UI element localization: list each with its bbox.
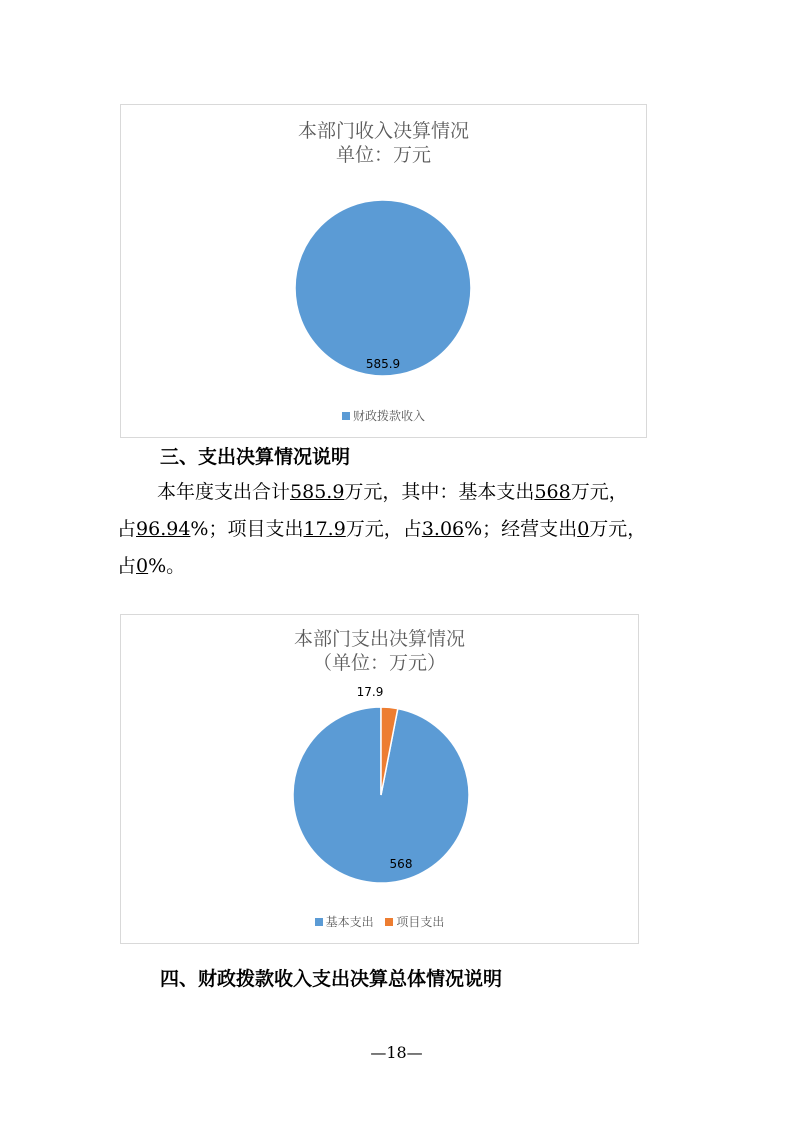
value: 0 xyxy=(577,518,590,540)
legend-item xyxy=(315,913,374,930)
legend-label: 项目支出 xyxy=(396,915,445,929)
legend-swatch xyxy=(315,918,323,926)
paragraph-line xyxy=(117,511,697,548)
legend-item xyxy=(385,913,444,930)
section-heading: 四、财政拨款收入支出决算总体情况说明 xyxy=(160,968,503,990)
chart-subtitle: 单位：万元 xyxy=(335,144,431,166)
value: 17.9 xyxy=(303,518,346,540)
chart-legend xyxy=(121,913,638,930)
data-label-1: 17.9 xyxy=(356,685,384,699)
chart-title: 本部门收入决算情况 xyxy=(297,120,469,142)
expenditure-pie-svg xyxy=(121,615,640,945)
legend-item xyxy=(342,407,425,424)
legend-label: 基本支出 xyxy=(325,915,374,929)
chart-legend xyxy=(121,407,646,424)
text: 占 xyxy=(117,555,137,577)
value: 568 xyxy=(534,481,571,503)
value: 0 xyxy=(136,555,149,577)
text: 万元， xyxy=(589,518,647,540)
data-label-0: 568 xyxy=(389,857,413,871)
value: 3.06 xyxy=(421,518,465,540)
chart-subtitle: （单位：万元） xyxy=(312,652,446,674)
text: 万元，其中：基本支出 xyxy=(344,481,535,503)
pie-slice-0 xyxy=(295,200,471,376)
value: 96.94 xyxy=(136,518,191,540)
paragraph-line xyxy=(117,474,697,511)
text: 万元，占 xyxy=(345,518,422,540)
page-number: —18— xyxy=(370,1043,423,1062)
text: %。 xyxy=(148,555,186,577)
legend-swatch xyxy=(385,918,393,926)
paragraph-line xyxy=(117,548,697,585)
income-chart xyxy=(120,104,647,438)
data-label-0: 585.9 xyxy=(365,357,401,371)
chart-title: 本部门支出决算情况 xyxy=(293,628,465,650)
text: 万元， xyxy=(570,481,628,503)
income-pie-svg xyxy=(121,105,648,439)
text: %；经营支出 xyxy=(464,518,578,540)
text: %；项目支出 xyxy=(190,518,304,540)
value: 585.9 xyxy=(290,481,345,503)
legend-label: 财政拨款收入 xyxy=(352,409,425,423)
legend-swatch xyxy=(342,412,350,420)
text: 占 xyxy=(117,518,137,540)
text: 本年度支出合计 xyxy=(157,481,291,503)
section-heading: 三、支出决算情况说明 xyxy=(160,446,351,468)
expenditure-chart xyxy=(120,614,639,944)
